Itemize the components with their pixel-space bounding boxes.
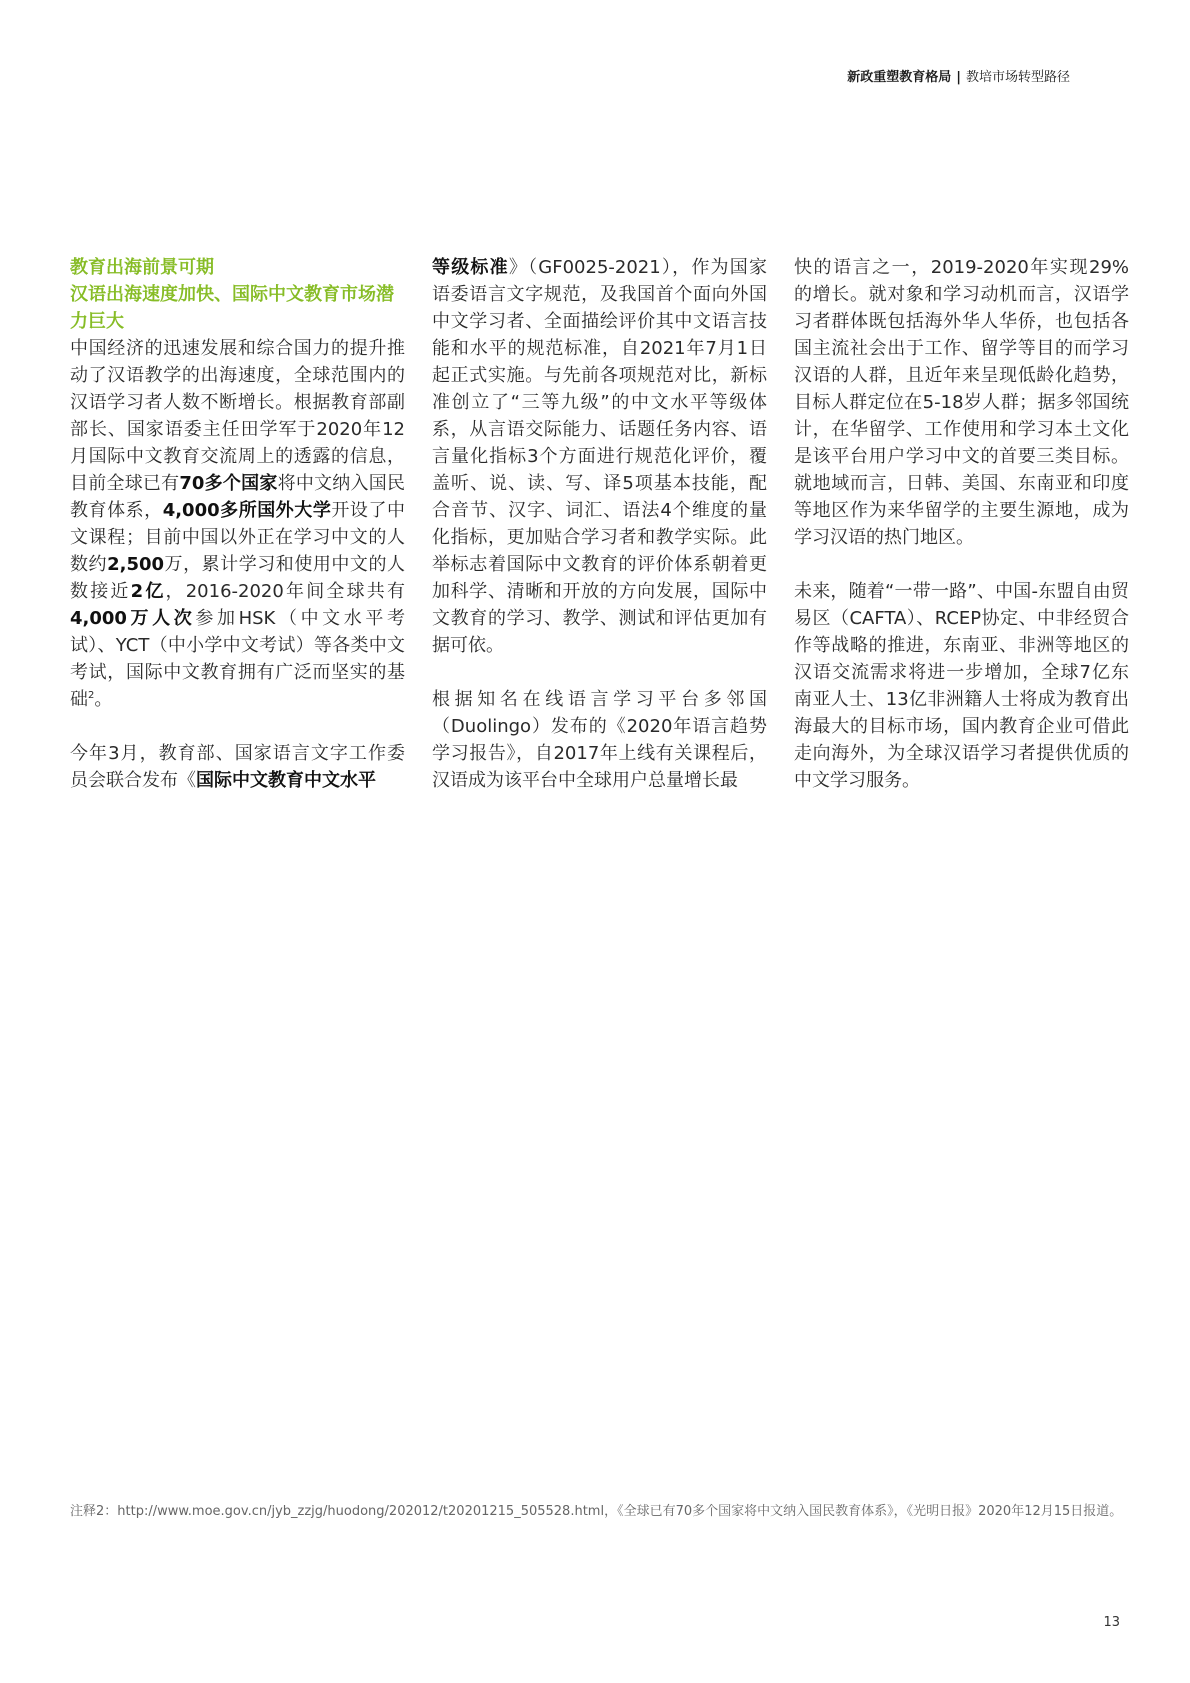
paragraph: 等级标准》（GF0025-2021），作为国家语委语言文字规范，及我国首个面向外国中文学习者、全面描绘评价其中文语言技能和水平的规范标准，自2021年7月1日起正式实施。与先前各项规范对比，新标准创立了“三等九级”的中文水平等级体系，从言语交际能力、话题任务内容、语言量化指标3个方面进行规范化评价，覆盖听、说、读、写、译5项基本技能，配合音节、汉字、词汇、语法4个维度的量化指标，更加贴合学习者和教学实际。此举标志着国际中文教育的评价体系朝着更加科学、清晰和开放的方向发展，国际中文教育的学习、教学、测试和评估更加有据可依。 (432, 257, 767, 656)
section-heading: 教育出海前景可期 (70, 257, 214, 278)
section-subheading: 汉语出海速度加快、国际中文教育市场潜力巨大 (70, 284, 394, 332)
header-subtitle: 教培市场转型路径 (965, 70, 1070, 85)
paragraph: 未来，随着“一带一路”、中国-东盟自由贸易区（CAFTA）、RCEP协定、中非经贸合作等战略的推进，东南亚、非洲等地区的汉语交流需求将进一步增加，全球7亿东南亚人士、13亿非洲籍人士将成为教育出海最大的目标市场，国内教育企业可借此走向海外，为全球汉语学习者提供优质的中文学习服务。 (794, 581, 1129, 791)
page-number: 13 (1103, 1615, 1120, 1630)
running-header (847, 66, 1070, 85)
paragraph: 快的语言之一，2019-2020年实现29%的增长。就对象和学习动机而言，汉语学习者群体既包括海外华人华侨，也包括各国主流社会出于工作、留学等目的而学习汉语的人群，且近年来呈现低龄化趋势，目标人群定位在5-18岁人群；据多邻国统计，在华留学、工作使用和学习本土文化是该平台用户学习中文的首要三类目标。就地域而言，日韩、美国、东南亚和印度等地区作为来华留学的主要生源地，成为学习汉语的热门地区。 (794, 257, 1129, 548)
column-3 (794, 254, 1129, 794)
paragraph: 中国经济的迅速发展和综合国力的提升推动了汉语教学的出海速度，全球范围内的汉语学习者人数不断增长。根据教育部副部长、国家语委主任田学军于2020年12月国际中文教育交流周上的透露的信息，目前全球已有70多个国家将中文纳入国民教育体系，4,000多所国外大学开设了中文课程；目前中国以外正在学习中文的人数约2,500万，累计学习和使用中文的人数接近2亿，2016-2020年间全球共有4,000万人次参加HSK（中文水平考试）、YCT（中小学中文考试）等各类中文考试，国际中文教育拥有广泛而坚实的基础$^2$。 (70, 338, 406, 710)
paragraph: 今年3月，教育部、国家语言文字工作委员会联合发布《国际中文教育中文水平 (70, 743, 405, 791)
paragraph: 根据知名在线语言学习平台多邻国（Duolingo）发布的《2020年语言趋势学习报告》，自2017年上线有关课程后，汉语成为该平台中全球用户总量增长最 (432, 689, 767, 791)
column-2 (432, 254, 767, 794)
footnote: 注释2：http://www.moe.gov.cn/jyb_zzjg/huodong/202012/t20201215_505528.html，《全球已有70多个国家将中文纳入国民教育体系》，《光明日报》2020年12月15日报道。 (70, 1504, 1123, 1519)
header-separator: | (956, 70, 961, 85)
header-title: 新政重塑教育格局 (847, 70, 952, 85)
column-1 (70, 254, 405, 794)
footnote-ref: 2 (88, 690, 95, 701)
